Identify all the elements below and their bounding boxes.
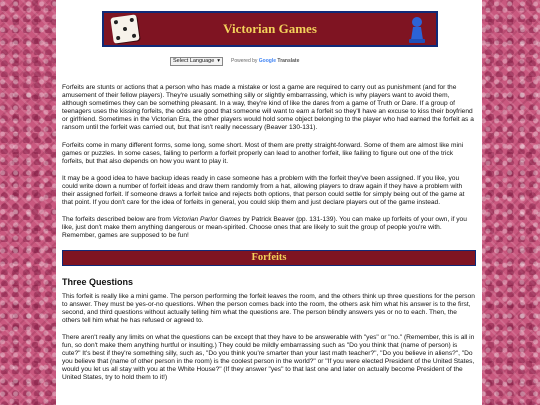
google-logo-text: Google xyxy=(258,58,277,64)
book-title: Victorian Parlor Games xyxy=(172,216,241,224)
section-title: Forfeits xyxy=(251,251,287,263)
paragraph-source: The forfeits described below are from Victorian Parlor Games by Patrick Beaver (pp. 131-139). You can make up forfeits of your own, if you like, just don't make them anything dangerous or mean-spirited. Choose ones that are likely to suit the group of people you're with. Remember, games are supposed to be fun! xyxy=(62,216,467,240)
subheading-three-questions: Three Questions xyxy=(62,276,134,287)
site-title: Victorian Games xyxy=(223,21,317,36)
section-header-bar xyxy=(62,250,476,266)
translate-link[interactable]: Translate xyxy=(277,58,300,64)
paragraph-intro: Forfeits are stunts or actions that a person who has made a mistake or lost a game are required to carry out as punishment (and for the amusement of their fellow players). They're usually something silly or slightly embarrassing, which is why players want to avoid them, although sometimes they can be something pleasant. In a way, they're kind of like the dares from a game of Truth or Dare. If a group of teenagers uses the kissing forfeits, the odds are good that someone will want to earn a forfeit so they'll have an excuse to kiss their boyfriend or girlfriend. Sometimes in the Victorian Era, the other players would hold some object belonging to the player who had earned the forfeit as a ransom until the forfeit was carried out, but that isn't really necessary (Beaver 130-131). xyxy=(62,84,474,132)
paragraph-forms: Forfeits come in many different forms, some long, some short. Most of them are pretty straight-forward. Some of them are almost like mini games or puzzles. In some cases, failing to perform a forfeit properly can lead to another forfeit, like failing to figure out one of the trick forfeits, but that also depends on how you want to play it. xyxy=(62,141,464,165)
page-content-area xyxy=(56,0,482,405)
powered-by-text: Powered by Google Translate xyxy=(231,58,300,64)
language-select-value: Select Language xyxy=(173,58,215,64)
paragraph-backup: It may be a good idea to have backup ideas ready in case someone has a problem with the forfeit they've been assigned. If you like, you could write down a number of forfeit ideas and draw them randomly from a hat, allowing players to draw again if they have a problem with their assigned forfeit. If someone draws a forfeit twice and rejects both options, that person could settle for simply being out of the game at that point. If you don't care for the idea of forfeits in general, you could skip them and just declare players out of the game instead. xyxy=(62,174,465,207)
paragraph-three-questions: This forfeit is really like a mini game. The person performing the forfeit leaves the room, and the others think up three questions for the person to answer. They must be yes-or-no questions. When the person comes back into the room, the others ask him what his answer is to the first, second, and third questions without actually telling him what the questions are. The person blindly answers yes or no to each. Then, the others tell him what he has refused or agreed to. xyxy=(62,292,475,324)
paragraph-question-limits: There aren't really any limits on what the questions can be except that they have to be answerable with "yes" or "no." (Remember, this is all in fun, so don't make them anything hurtful or insulting.) They could be mildly embarrassing such as "Do you think that (name of person) is cute?" It's best if they're something silly, such as, "Do you think you're smarter than your last math teacher?", "Do you believe in aliens?", "Do you believe that (name of other person in the room) is the coolest person in the world?" or "If you were elected President of the United States, would you let us all stay with you at the White House?" (If they answer "yes" to that last one and later on actually become President of the United States, try to hold them to it!) xyxy=(62,333,475,382)
chevron-down-icon: ▾ xyxy=(217,58,220,64)
site-banner[interactable] xyxy=(102,11,438,47)
pawn-icon xyxy=(406,16,428,44)
language-select[interactable] xyxy=(170,57,223,66)
google-translate-widget xyxy=(170,56,299,66)
article-body xyxy=(62,84,476,392)
